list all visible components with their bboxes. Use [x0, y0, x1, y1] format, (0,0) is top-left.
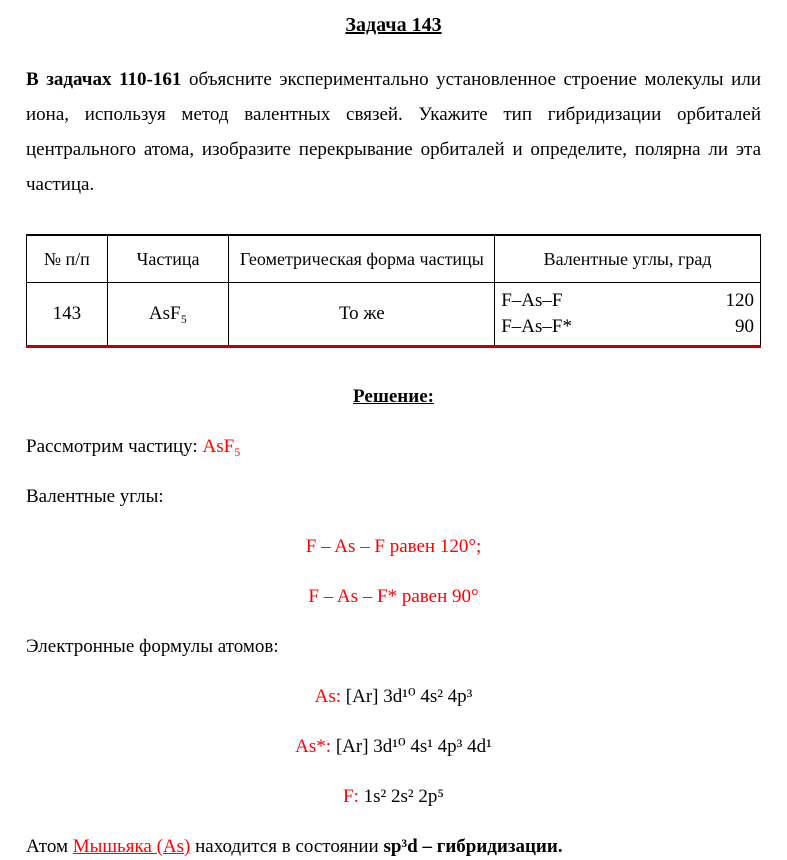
- angle-value: 120: [725, 290, 754, 311]
- intro-text: объясните экспериментально установленное строение молекулы или иона, используя метод валентных связей. Укажите тип гибридизации орбиталей центрального атома, изобразите перекрывание орбиталей и определите, полярна ли эта частица.: [26, 69, 761, 195]
- cell-task-number: 143: [27, 283, 108, 347]
- config-f-line: [26, 784, 761, 810]
- table-header-row: [27, 235, 761, 283]
- angle-statement-1: F – As – F равен 120°;: [305, 536, 482, 557]
- header-shape: Геометрическая форма частицы: [229, 235, 495, 283]
- conclusion-prefix: Атом: [26, 836, 73, 857]
- intro-bold-range: В задачах 110-161: [26, 69, 182, 90]
- task-table: [26, 234, 761, 348]
- angle-row: [501, 314, 754, 340]
- intro-paragraph: [26, 62, 761, 202]
- conclusion-mid: находится в состоянии: [190, 836, 384, 857]
- config-f-label: F:: [343, 786, 359, 807]
- conclusion-hybridization: sp³d – гибридизации.: [383, 836, 563, 857]
- conclusion-line: [26, 834, 761, 860]
- config-as-value: [Ar] 3d¹⁰ 4s² 4p³: [341, 686, 473, 707]
- config-f-value: 1s² 2s² 2p⁵: [358, 786, 444, 807]
- config-as-star-line: [26, 734, 761, 760]
- config-as-star-label: As*:: [295, 736, 332, 757]
- page-title: Задача 143: [345, 14, 442, 36]
- cell-shape: То же: [229, 283, 495, 347]
- solution-heading: Решение:: [353, 386, 434, 407]
- consider-line: [26, 434, 761, 460]
- config-as-line: [26, 684, 761, 710]
- angle-label: F–As–F: [501, 290, 563, 311]
- angle-label: F–As–F*: [501, 316, 572, 337]
- header-angles: Валентные углы, град: [495, 235, 761, 283]
- electron-formulas-label: Электронные формулы атомов:: [26, 636, 279, 657]
- header-particle: Частица: [107, 235, 229, 283]
- config-as-label: As:: [314, 686, 342, 707]
- angle-statement-2: F – As – F* равен 90°: [308, 586, 479, 607]
- table-row: [27, 283, 761, 347]
- consider-particle: AsF₅: [202, 436, 241, 457]
- config-as-star-value: [Ar] 3d¹⁰ 4s¹ 4p³ 4d¹: [331, 736, 492, 757]
- angle-row: [501, 288, 754, 314]
- cell-particle: AsF₅: [107, 283, 229, 347]
- cell-angles: [495, 283, 761, 347]
- consider-label: Рассмотрим частицу:: [26, 436, 203, 457]
- angle-value: 90: [735, 316, 754, 337]
- header-num: № п/п: [27, 235, 108, 283]
- conclusion-element: Мышьяка (As): [72, 836, 191, 857]
- valence-angles-label: Валентные углы:: [26, 486, 164, 507]
